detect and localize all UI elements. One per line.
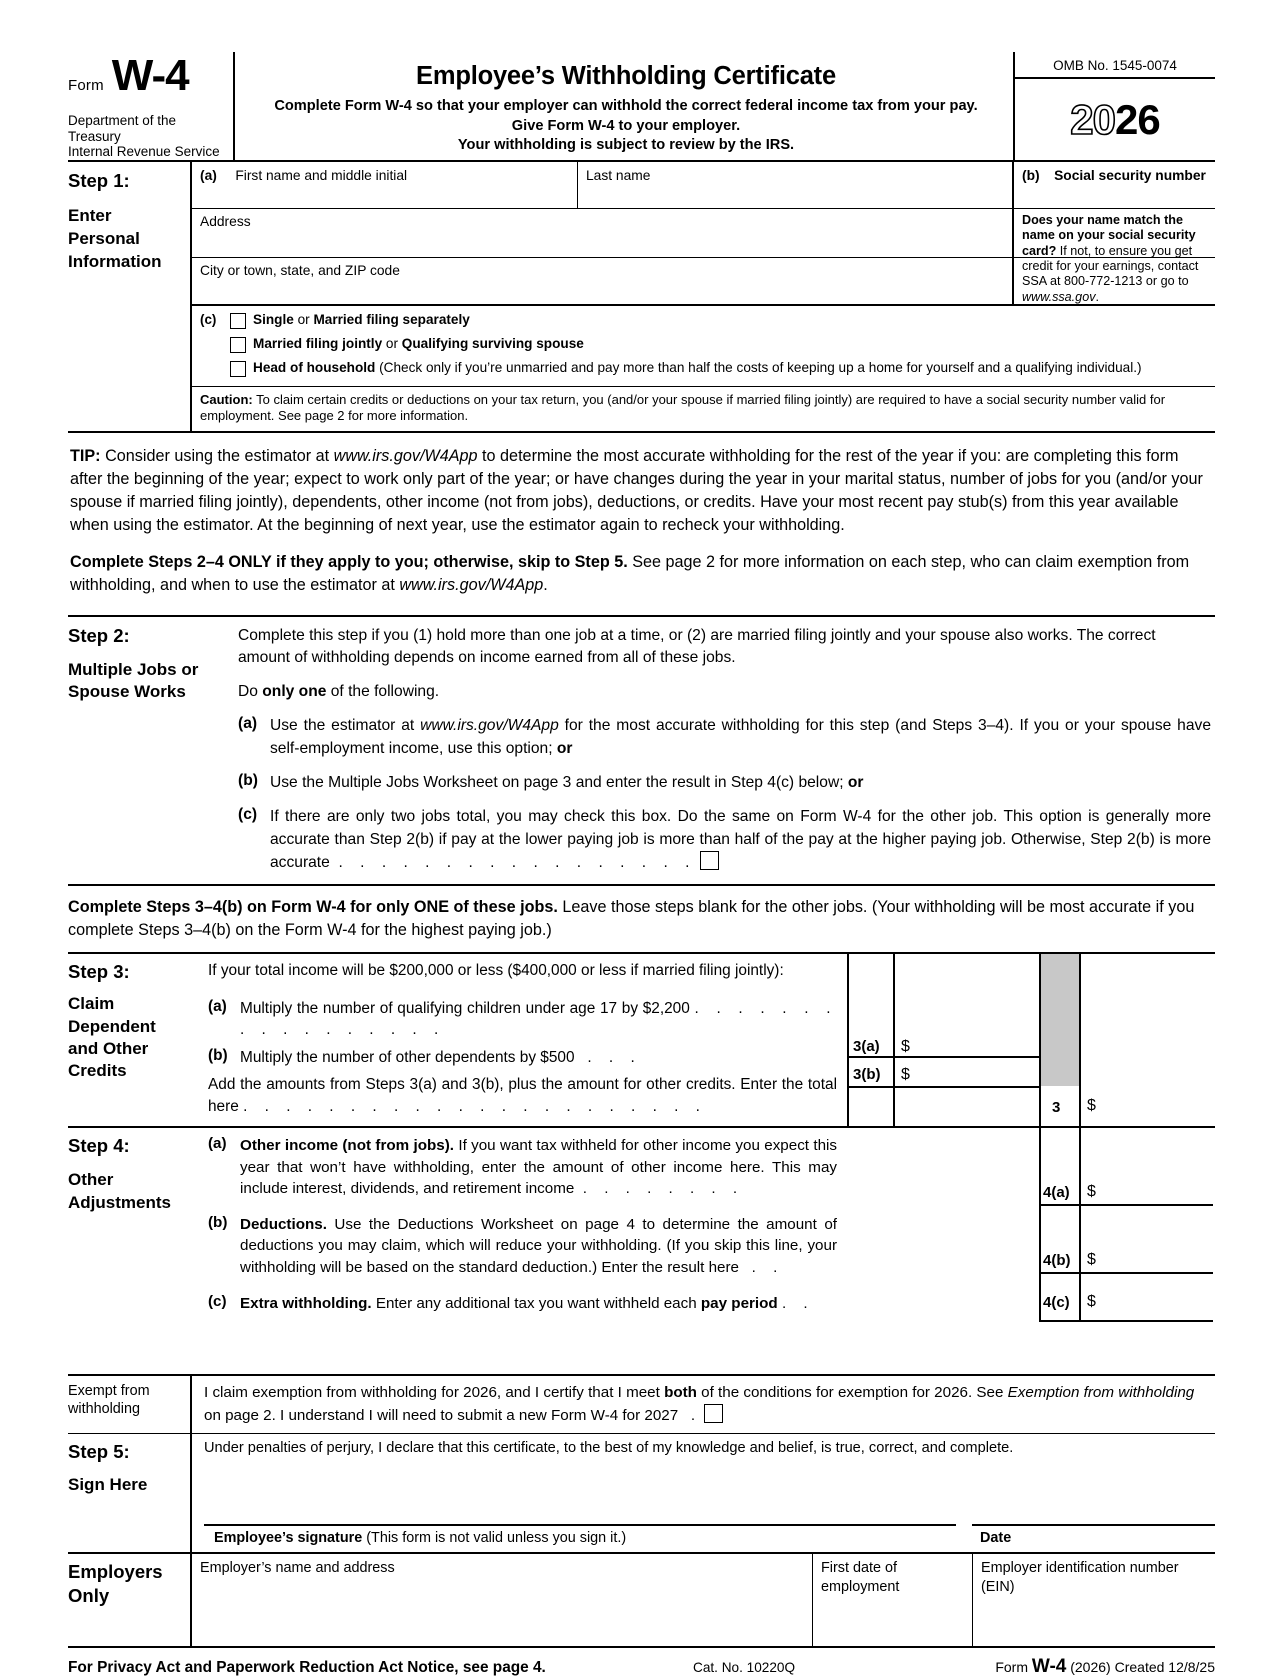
department-line-1: Department of the Treasury [68, 113, 177, 144]
s3-vline-total-left [1039, 1086, 1041, 1126]
step-4-b-tag: (b) [208, 1213, 228, 1231]
name-row [192, 162, 1215, 209]
step-5-title: Step 5: [68, 1441, 130, 1463]
omb-number: OMB No. 1545-0074 [1015, 52, 1215, 79]
step-3-section [68, 952, 1215, 1126]
step-3-amount-boxes [847, 954, 1213, 1126]
step-2-item-c-tag: (c) [238, 806, 258, 824]
caution-bold: Caution: [200, 392, 253, 407]
step-4-4c-dollar: $ [1087, 1293, 1096, 1311]
employee-signature-field[interactable] [204, 1524, 956, 1552]
last-name-cell[interactable] [577, 162, 1012, 208]
complete-steps-end: . [543, 575, 548, 594]
perjury-statement: Under penalties of perjury, I declare that this certificate, to the best of my knowledge and belief, is true, correct, and complete. [204, 1440, 1014, 1457]
step-3-b-leaders: . . . [587, 1048, 642, 1066]
footer-form-number: W-4 [1031, 1656, 1067, 1678]
header-center [233, 52, 1013, 160]
step-3-a-tag: (a) [208, 997, 227, 1015]
step-3-line-3b-number: 3(b) [853, 1066, 881, 1084]
caution-note [192, 386, 1215, 431]
step-4-item-b [208, 1214, 837, 1279]
step-1-fields [190, 162, 1215, 431]
header-sub-line-1: Complete Form W-4 so that your employer can withhold the correct federal income tax from your pay. [274, 98, 978, 114]
step-3-3b-dollar: $ [901, 1066, 910, 1084]
first-name-cell[interactable] [192, 162, 577, 208]
step-4-line-4b-number: 4(b) [1043, 1252, 1071, 1270]
form-number-label: W-4 [111, 51, 189, 100]
city-label: City or town, state, and ZIP code [200, 263, 400, 278]
step-2-item-b-body: Use the Multiple Jobs Worksheet on page 3 and enter the result in Step 4(c) below; or [270, 773, 864, 791]
filing-status-group [192, 306, 1215, 386]
form-footer [68, 1648, 1215, 1678]
s4-hline-4a [1039, 1204, 1213, 1206]
step-3-b-tag: (b) [208, 1046, 228, 1064]
s3-vline-total-right [1079, 1086, 1081, 1126]
footer-form-word: Form [995, 1659, 1028, 1676]
checkbox-head-of-household[interactable] [230, 361, 246, 377]
step-5-section [68, 1434, 1215, 1554]
ein-field[interactable] [972, 1554, 1215, 1646]
step-3-a-body: Multiply the number of qualifying children under age 17 by $2,200 . . . . . . . . . . . . . . . . . [240, 999, 837, 1039]
step-1-title: Step 1: [68, 170, 130, 191]
city-cell[interactable] [192, 258, 1012, 304]
complete-34b-text: Leave those steps blank for the other jobs. (Your withholding will be most accurate if you complete Steps 3–4(b) on the Form W-4 for the highest paying job.) [68, 898, 1195, 940]
step-3-3a-input[interactable] [903, 954, 1037, 1056]
step-4-label [68, 1128, 190, 1322]
checkbox-exempt-withholding[interactable] [704, 1404, 723, 1423]
page-title: Employee’s Withholding Certificate [416, 62, 836, 90]
signature-lines [204, 1524, 1215, 1552]
checkbox-single-or-mfs[interactable] [230, 313, 246, 329]
filing-option-3-label: Head of household (Check only if you’re unmarried and pay more than half the costs of keeping up a home for yourself and a qualifying individual.) [253, 360, 1142, 375]
step-2-intro: Complete this step if you (1) hold more than one job at a time, or (2) are married filing jointly and your spouse also works. The correct amount of withholding depends on income earned from all of these jobs. [238, 626, 1156, 666]
filing-option-1-label: Single or Married filing separately [253, 312, 470, 327]
step-1-label [68, 162, 190, 431]
complete-34b-paragraph [68, 896, 1215, 942]
complete-steps-bold: Complete Steps 2–4 ONLY if they apply to you; otherwise, skip to Step 5. [70, 552, 628, 571]
filing-status-row-2 [200, 336, 1207, 353]
exempt-section [68, 1374, 1215, 1434]
step-2-item-b-tag: (b) [238, 771, 258, 789]
tip-block [68, 433, 1215, 615]
step-3-title: Step 3: [68, 961, 130, 983]
s3-vline-tagsep [893, 954, 895, 1126]
ssn-note-bold: Does your name match the name on your social security card? [1022, 213, 1196, 258]
address-cell[interactable] [192, 209, 1012, 257]
complete-steps-text: See page 2 for more information on each step, who can claim exemption from withholding, and when to use the estimator at [70, 552, 1190, 594]
step-4-line-4a-number: 4(a) [1043, 1184, 1070, 1202]
step-5-subtitle: Sign Here [68, 1475, 148, 1495]
step-3-total-line: Add the amounts from Steps 3(a) and 3(b), plus the amount for other credits. Enter the total here . . . . . . . . . . . . . . . . . . . . . . [208, 1076, 837, 1115]
city-row [192, 258, 1215, 306]
ein-label: Employer identification number (EIN) [981, 1560, 1179, 1595]
header-sub-line-2: Give Form W-4 to your employer. [511, 117, 741, 134]
step-2-item-a-body: Use the estimator at www.irs.gov/W4App for the most accurate withholding for this step (and Steps 3–4). If you or your spouse have self-employment income, use this option; or [270, 717, 1211, 757]
filing-option-2-label: Married filing jointly or Qualifying surviving spouse [253, 336, 584, 351]
section-spacer [68, 1322, 1215, 1374]
signature-date-field[interactable] [972, 1524, 1215, 1552]
step-4-title: Step 4: [68, 1135, 130, 1157]
filing-status-row-3 [200, 360, 1207, 377]
s3-vline-left [847, 954, 849, 1126]
step-3-3a-dollar: $ [901, 1038, 910, 1056]
step-4-line-4c-number: 4(c) [1043, 1294, 1070, 1312]
department-block [68, 113, 227, 160]
filing-status-row-1 [200, 312, 1207, 329]
w4app-url-step2a: www.irs.gov/W4App [420, 717, 559, 735]
ssn-cell[interactable] [1012, 162, 1215, 208]
step-4-section [68, 1126, 1215, 1322]
exempt-label-line-1: Exempt from [68, 1383, 150, 1400]
step-2-item-a [238, 715, 1211, 760]
exempt-statement [190, 1376, 1215, 1433]
ssn-note-end: . [1095, 289, 1099, 304]
first-date-employment-field[interactable] [812, 1554, 972, 1646]
header-right [1013, 52, 1215, 160]
step-2-item-c-body: If there are only two jobs total, you may check this box. Do the same on Form W-4 for the other job. This option is generally more accurate than Step 2(b) if pay at the lower paying job is more than half of the pay at the higher paying job. Otherwise, Step 2(b) is more accurate . . . . . . . . . . . . . . . . . [270, 808, 1211, 871]
step-4-c-leaders: . . [781, 1294, 815, 1312]
step-3-total-leaders: . . . . . . . . . . . . . . . . . . . . . . [243, 1097, 707, 1115]
step-3-intro: If your total income will be $200,000 or less ($400,000 or less if married filing jointly): [208, 962, 784, 980]
step-4-c-body: Extra withholding. Enter any additional tax you want withheld each pay period . . [240, 1294, 815, 1312]
step-3-total-dollar: $ [1087, 1097, 1096, 1115]
s4-vline-left [1039, 1128, 1041, 1322]
privacy-act-notice: For Privacy Act and Paperwork Reduction Act Notice, see page 4. [68, 1659, 546, 1677]
step-3-line-3-number: 3 [1052, 1099, 1061, 1117]
step-2-item-c [238, 806, 1211, 874]
step-3-b-body: Multiply the number of other dependents by $500 . . . [240, 1048, 642, 1066]
complete-34b-bold: Complete Steps 3–4(b) on Form W-4 for only ONE of these jobs. [68, 898, 558, 917]
employers-only-section [68, 1554, 1215, 1648]
step-2-content [238, 625, 1215, 879]
ssn-note-rest: If not, to ensure you get credit for your earnings, contact SSA at 800-772-1213 or go to [1022, 243, 1199, 289]
step-1-subtitle: Enter Personal Information [68, 206, 162, 271]
s4-vline-right [1079, 1128, 1081, 1322]
step-3-3b-input[interactable] [903, 1058, 1037, 1084]
exempt-label [68, 1376, 190, 1433]
complete-34b-block [68, 884, 1215, 942]
filing-status-tag: (c) [200, 312, 217, 327]
last-name-label: Last name [586, 168, 651, 183]
step-2-label [68, 625, 238, 879]
header-sub-line-3: Your withholding is subject to review by the IRS. [457, 137, 795, 154]
step-3-line-3a-number: 3(a) [853, 1038, 880, 1056]
step-2-title: Step 2: [68, 624, 130, 646]
step-4-amount-boxes [847, 1128, 1213, 1322]
form-word-label: Form [68, 77, 104, 95]
w4app-url-complete: www.irs.gov/W4App [399, 575, 544, 594]
exempt-leaders: . [690, 1407, 696, 1425]
w4app-url-tip: www.irs.gov/W4App [333, 446, 478, 465]
tip-bold: TIP: [70, 446, 101, 465]
step-2-section [68, 615, 1215, 885]
tax-year-digits: 26 [1115, 95, 1160, 143]
step-2-item-b [238, 772, 1211, 794]
step-3-total-input[interactable] [1083, 1088, 1213, 1126]
tip-part-2: to determine the most accurate withholding for the rest of the year if you: are completing this form after the beginning of the year; expect to work only part of the year; or have changes during the year in your marital status, number of jobs for you (and/or your spouse if married filing jointly), dependents, other income (not from jobs), deductions, or credits. Have your most recent pay stub(s) from this year available when using the estimator. At the beginning of next year, use the estimator again to recheck your withholding. [70, 446, 1203, 534]
footer-form-identifier [923, 1656, 1215, 1678]
address-label: Address [200, 214, 251, 229]
caution-text: To claim certain credits or deductions on your tax return, you (and/or your spouse if married filing jointly) are required to have a social security number valid for employment. See page 2 for more information. [200, 392, 1166, 424]
step-2-do-only-one: Do only one of the following. [238, 683, 440, 701]
step-4-c-tag: (c) [208, 1292, 227, 1310]
checkbox-two-jobs-total[interactable] [700, 851, 719, 870]
checkbox-married-filing-jointly[interactable] [230, 337, 246, 353]
employee-signature-label: Employee’s signature (This form is not valid unless you sign it.) [214, 1530, 627, 1547]
step-2-subtitle: Multiple Jobs or Spouse Works [68, 659, 199, 702]
ssn-label: Social security number [1054, 168, 1206, 183]
header-left [68, 52, 233, 160]
ssn-help-note-spacer [1012, 258, 1215, 304]
step-4-b-leaders: . . [751, 1259, 784, 1277]
step-3-content [190, 954, 847, 1126]
footer-form-year: (2026) Created 12/8/25 [1070, 1659, 1215, 1676]
s3-hline-3b [847, 1086, 1039, 1088]
step-4-a-leaders: . . . . . . . . [582, 1180, 744, 1198]
tip-paragraph [70, 445, 1213, 537]
first-date-employment-label: First date of employment [821, 1560, 900, 1595]
step-4-a-tag: (a) [208, 1135, 227, 1153]
s4-hline-4b [1039, 1272, 1213, 1274]
employer-name-address-label: Employer’s name and address [200, 1560, 395, 1577]
step-3-line-b [208, 1047, 837, 1069]
employer-name-address-field[interactable] [190, 1554, 812, 1646]
exempt-text: I claim exemption from withholding for 2026, and I certify that I meet both of the conditions for exemption for 2026. See Exemption from withholding on page 2. I understand I will need to submit a new Form W-4 for 2027 . [204, 1384, 1195, 1425]
step-4-a-body: Other income (not from jobs). If you want tax withheld for other income you expect this year that won’t have withholding, enter the amount of other income here. This may include interest, dividends, and retirement income . . . . . . . . [240, 1137, 837, 1198]
ssa-url: www.ssa.gov [1022, 289, 1096, 304]
step-4-4c-input[interactable] [1083, 1276, 1213, 1320]
employers-label-line-1: Employers [68, 1561, 163, 1583]
form-header [68, 52, 1215, 160]
step-5-content [190, 1434, 1215, 1552]
tip-part-1: Consider using the estimator at [100, 446, 334, 465]
step-4-content [190, 1128, 847, 1322]
complete-steps-paragraph [70, 551, 1213, 597]
form-identifier [68, 51, 227, 100]
step-2-item-a-tag: (a) [238, 715, 258, 733]
catalog-number: Cat. No. 10220Q [693, 1660, 796, 1676]
s4-hline-4c [1039, 1320, 1213, 1322]
exempt-label-line-2: withholding [68, 1401, 141, 1418]
step-3-label [68, 954, 190, 1126]
step-4-subtitle: Other Adjustments [68, 1170, 171, 1212]
step-4-4a-dollar: $ [1087, 1183, 1096, 1201]
tax-year [1015, 79, 1215, 160]
step-4-item-c [208, 1293, 837, 1315]
first-name-tag: (a) [200, 168, 217, 183]
header-subtitle [249, 97, 1003, 156]
employers-label-line-2: Only [68, 1585, 110, 1607]
step-3-line-a [208, 998, 837, 1041]
tax-year-century: 20 [1070, 95, 1115, 143]
step-4-4a-input[interactable] [1083, 1130, 1213, 1202]
step-1-section [68, 160, 1215, 433]
department-line-2: Internal Revenue Service [68, 144, 220, 160]
step-3-subtitle: Claim Dependent and Other Credits [68, 994, 156, 1081]
step-4-4b-input[interactable] [1083, 1208, 1213, 1270]
ssn-help-note [1012, 209, 1215, 304]
step-5-label [68, 1434, 190, 1552]
first-name-label: First name and middle initial [235, 168, 408, 183]
step-2-leaders: . . . . . . . . . . . . . . . . . [338, 853, 696, 871]
signature-date-label: Date [980, 1530, 1012, 1547]
step-4-item-a [208, 1135, 837, 1200]
step-4-b-body: Deductions. Use the Deductions Worksheet on page 4 to determine the amount of deductions you may claim, which will reduce your withholding. (If you skip this line, your withholding will be based on the standard deduction.) Enter the result here . . [240, 1215, 837, 1277]
ssn-tag: (b) [1022, 168, 1040, 183]
step-3-a-leaders: . . . . . . . . . . . . . . . . . [240, 999, 837, 1039]
step-4-4b-dollar: $ [1087, 1251, 1096, 1269]
employers-only-label [68, 1554, 190, 1646]
